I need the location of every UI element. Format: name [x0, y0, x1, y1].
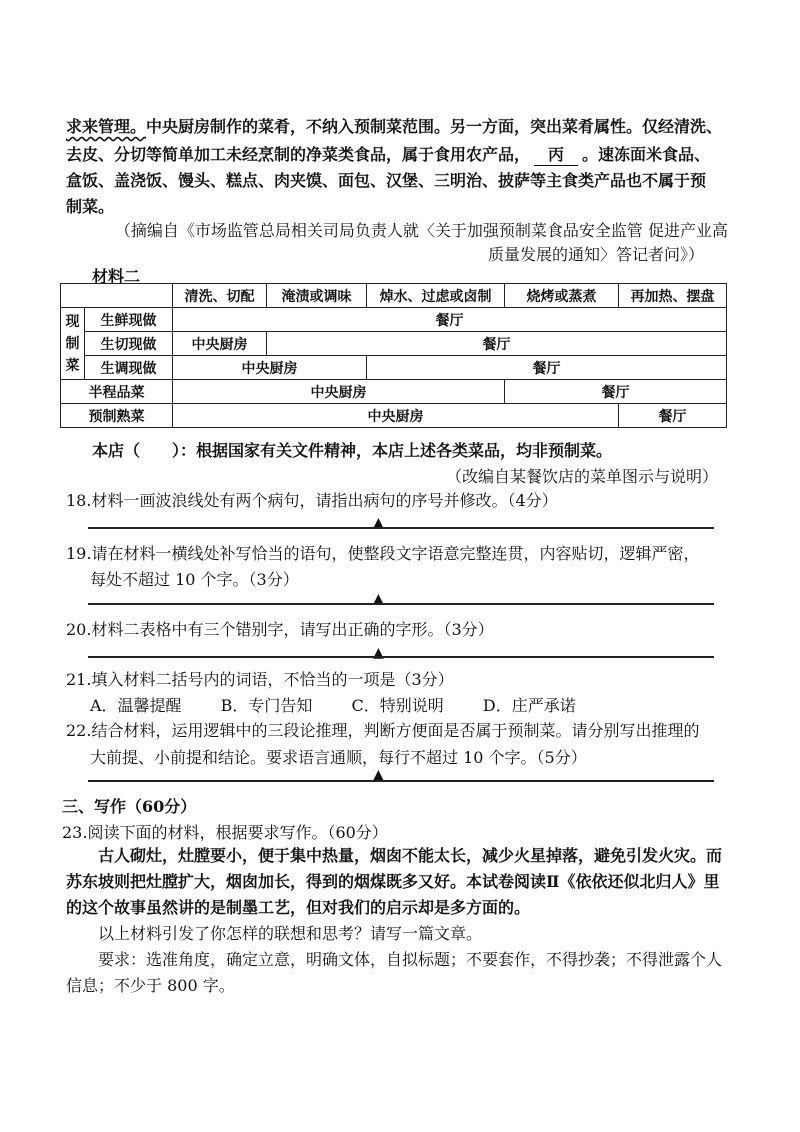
- table-cell: 餐厅: [505, 380, 727, 404]
- option-d[interactable]: D．庄严承诺: [482, 696, 576, 715]
- material2-note: 本店（ ）：根据国家有关文件精神，本店上述各类菜品，均非预制菜。: [92, 441, 613, 460]
- material1-source-line2: 质量发展的通知〉答记者问》）: [487, 245, 704, 264]
- material1-source-line1: （摘编自《市场监管总局相关司局负责人就〈关于加强预制菜食品安全监管 促进产业高: [114, 221, 728, 240]
- material1-line3: 盒饭、盖浇饭、馒头、糕点、肉夹馍、面包、汉堡、三明治、披萨等主食类产品也不属于预: [66, 171, 707, 190]
- table-cell: 中央厨房: [173, 332, 267, 356]
- material1-line2: 去皮、分切等简单加工未经烹制的净菜类食品，属于食用农产品， 丙 。速冻面米食品、: [66, 142, 740, 166]
- answer-marker-icon: ▲: [373, 767, 384, 783]
- header-cell: 焯水、过虑或卤制: [367, 284, 505, 308]
- table-row: [61, 356, 727, 380]
- answer-line[interactable]: [88, 603, 714, 605]
- material1-line1: 求来管理。中央厨房制作的菜肴，不纳入预制菜范围。另一方面，突出菜肴属性。仅经清洗、: [66, 117, 723, 136]
- table-cell: 餐厅: [267, 332, 727, 356]
- answer-marker-icon: ▲: [373, 591, 384, 607]
- table-row: [61, 404, 727, 428]
- material1-line4: 制菜。: [66, 197, 115, 216]
- table-cell: 餐厅: [173, 308, 727, 332]
- table-corner-cell: [61, 284, 173, 308]
- question-19-line1: 19.请在材料一横线处补写恰当的语句，使整段文字语意完整连贯，内容贴切，逻辑严密，: [66, 544, 700, 563]
- writing-paragraph: 以上材料引发了你怎样的联想和思考？请写一篇文章。: [98, 924, 483, 943]
- answer-marker-icon: ▲: [373, 645, 384, 661]
- table-cell: 中央厨房: [173, 356, 367, 380]
- table-row: [61, 332, 727, 356]
- group-label-cell: 现 制 菜: [61, 308, 85, 380]
- option-b[interactable]: B．专门告知: [220, 696, 313, 715]
- answer-line[interactable]: [88, 656, 714, 658]
- question-21-options: [90, 693, 610, 716]
- option-c[interactable]: C．特别说明: [351, 696, 444, 715]
- table-cell: 中央厨房: [173, 404, 619, 428]
- writing-material: [66, 843, 726, 999]
- material2-title: 材料二: [92, 267, 141, 286]
- answer-line[interactable]: [88, 527, 714, 529]
- answer-line[interactable]: [88, 780, 714, 782]
- answer-marker-icon: ▲: [373, 515, 384, 531]
- question-23: 23.阅读下面的材料，根据要求写作。（60分）: [62, 823, 388, 842]
- table-cell: 中央厨房: [173, 380, 505, 404]
- question-22-line2: 大前提、小前提和结论。要求语言通顺，每行不超过 10 个字。（5分）: [90, 748, 587, 767]
- section-heading-writing: 三、写作（60分）: [62, 797, 197, 816]
- question-20: 20.材料二表格中有三个错别字，请写出正确的字形。（3分）: [66, 620, 494, 639]
- row-label: 生调现做: [85, 356, 173, 380]
- menu-table: [60, 283, 727, 428]
- table-cell: 餐厅: [619, 404, 727, 428]
- writing-paragraph: 古人砌灶，灶膛要小，便于集中热量，烟囱不能太长，减少火星掉落，避免引发火灾。而苏东坡则把灶膛扩大，烟囱加长，得到的烟煤既多又好。本试卷阅读Ⅱ《依依还似北归人》里的这个故事虽然讲的是制墨工艺，但对我们的启示却是多方面的。: [66, 846, 723, 917]
- table-header-row: [61, 284, 727, 308]
- blank-c: 丙: [534, 142, 578, 166]
- table-row: [61, 380, 727, 404]
- row-label: 半程品菜: [61, 380, 173, 404]
- header-cell: 清洗、切配: [173, 284, 267, 308]
- question-19-line2: 每处不超过 10 个字。（3分）: [90, 570, 299, 589]
- header-cell: 再加热、摆盘: [619, 284, 727, 308]
- wavy-underlined-text: 求来管理。: [66, 117, 147, 136]
- question-18: 18.材料一画波浪线处有两个病句，请指出病句的序号并修改。（4分）: [66, 491, 558, 510]
- row-label: 生切现做: [85, 332, 173, 356]
- row-label: 预制熟菜: [61, 404, 173, 428]
- option-a[interactable]: A．温馨提醒: [90, 696, 182, 715]
- header-cell: 烧烤或蒸煮: [505, 284, 619, 308]
- header-cell: 淹渍或调味: [267, 284, 367, 308]
- question-21: 21.填入材料二括号内的词语，不恰当的一项是（3分）: [66, 670, 454, 689]
- table-row: [61, 308, 727, 332]
- writing-requirements: 要求：选准角度，确定立意，明确文体，自拟标题；不要套作，不得抄袭；不得泄露个人信息；不少于 800 字。: [66, 950, 723, 995]
- material2-source: （改编自某餐饮店的菜单图示与说明）: [445, 467, 718, 486]
- table-cell: 餐厅: [367, 356, 727, 380]
- row-label: 生鲜现做: [85, 308, 173, 332]
- question-22-line1: 22.结合材料，运用逻辑中的三段论推理，判断方便面是否属于预制菜。请分别写出推理的: [66, 721, 700, 740]
